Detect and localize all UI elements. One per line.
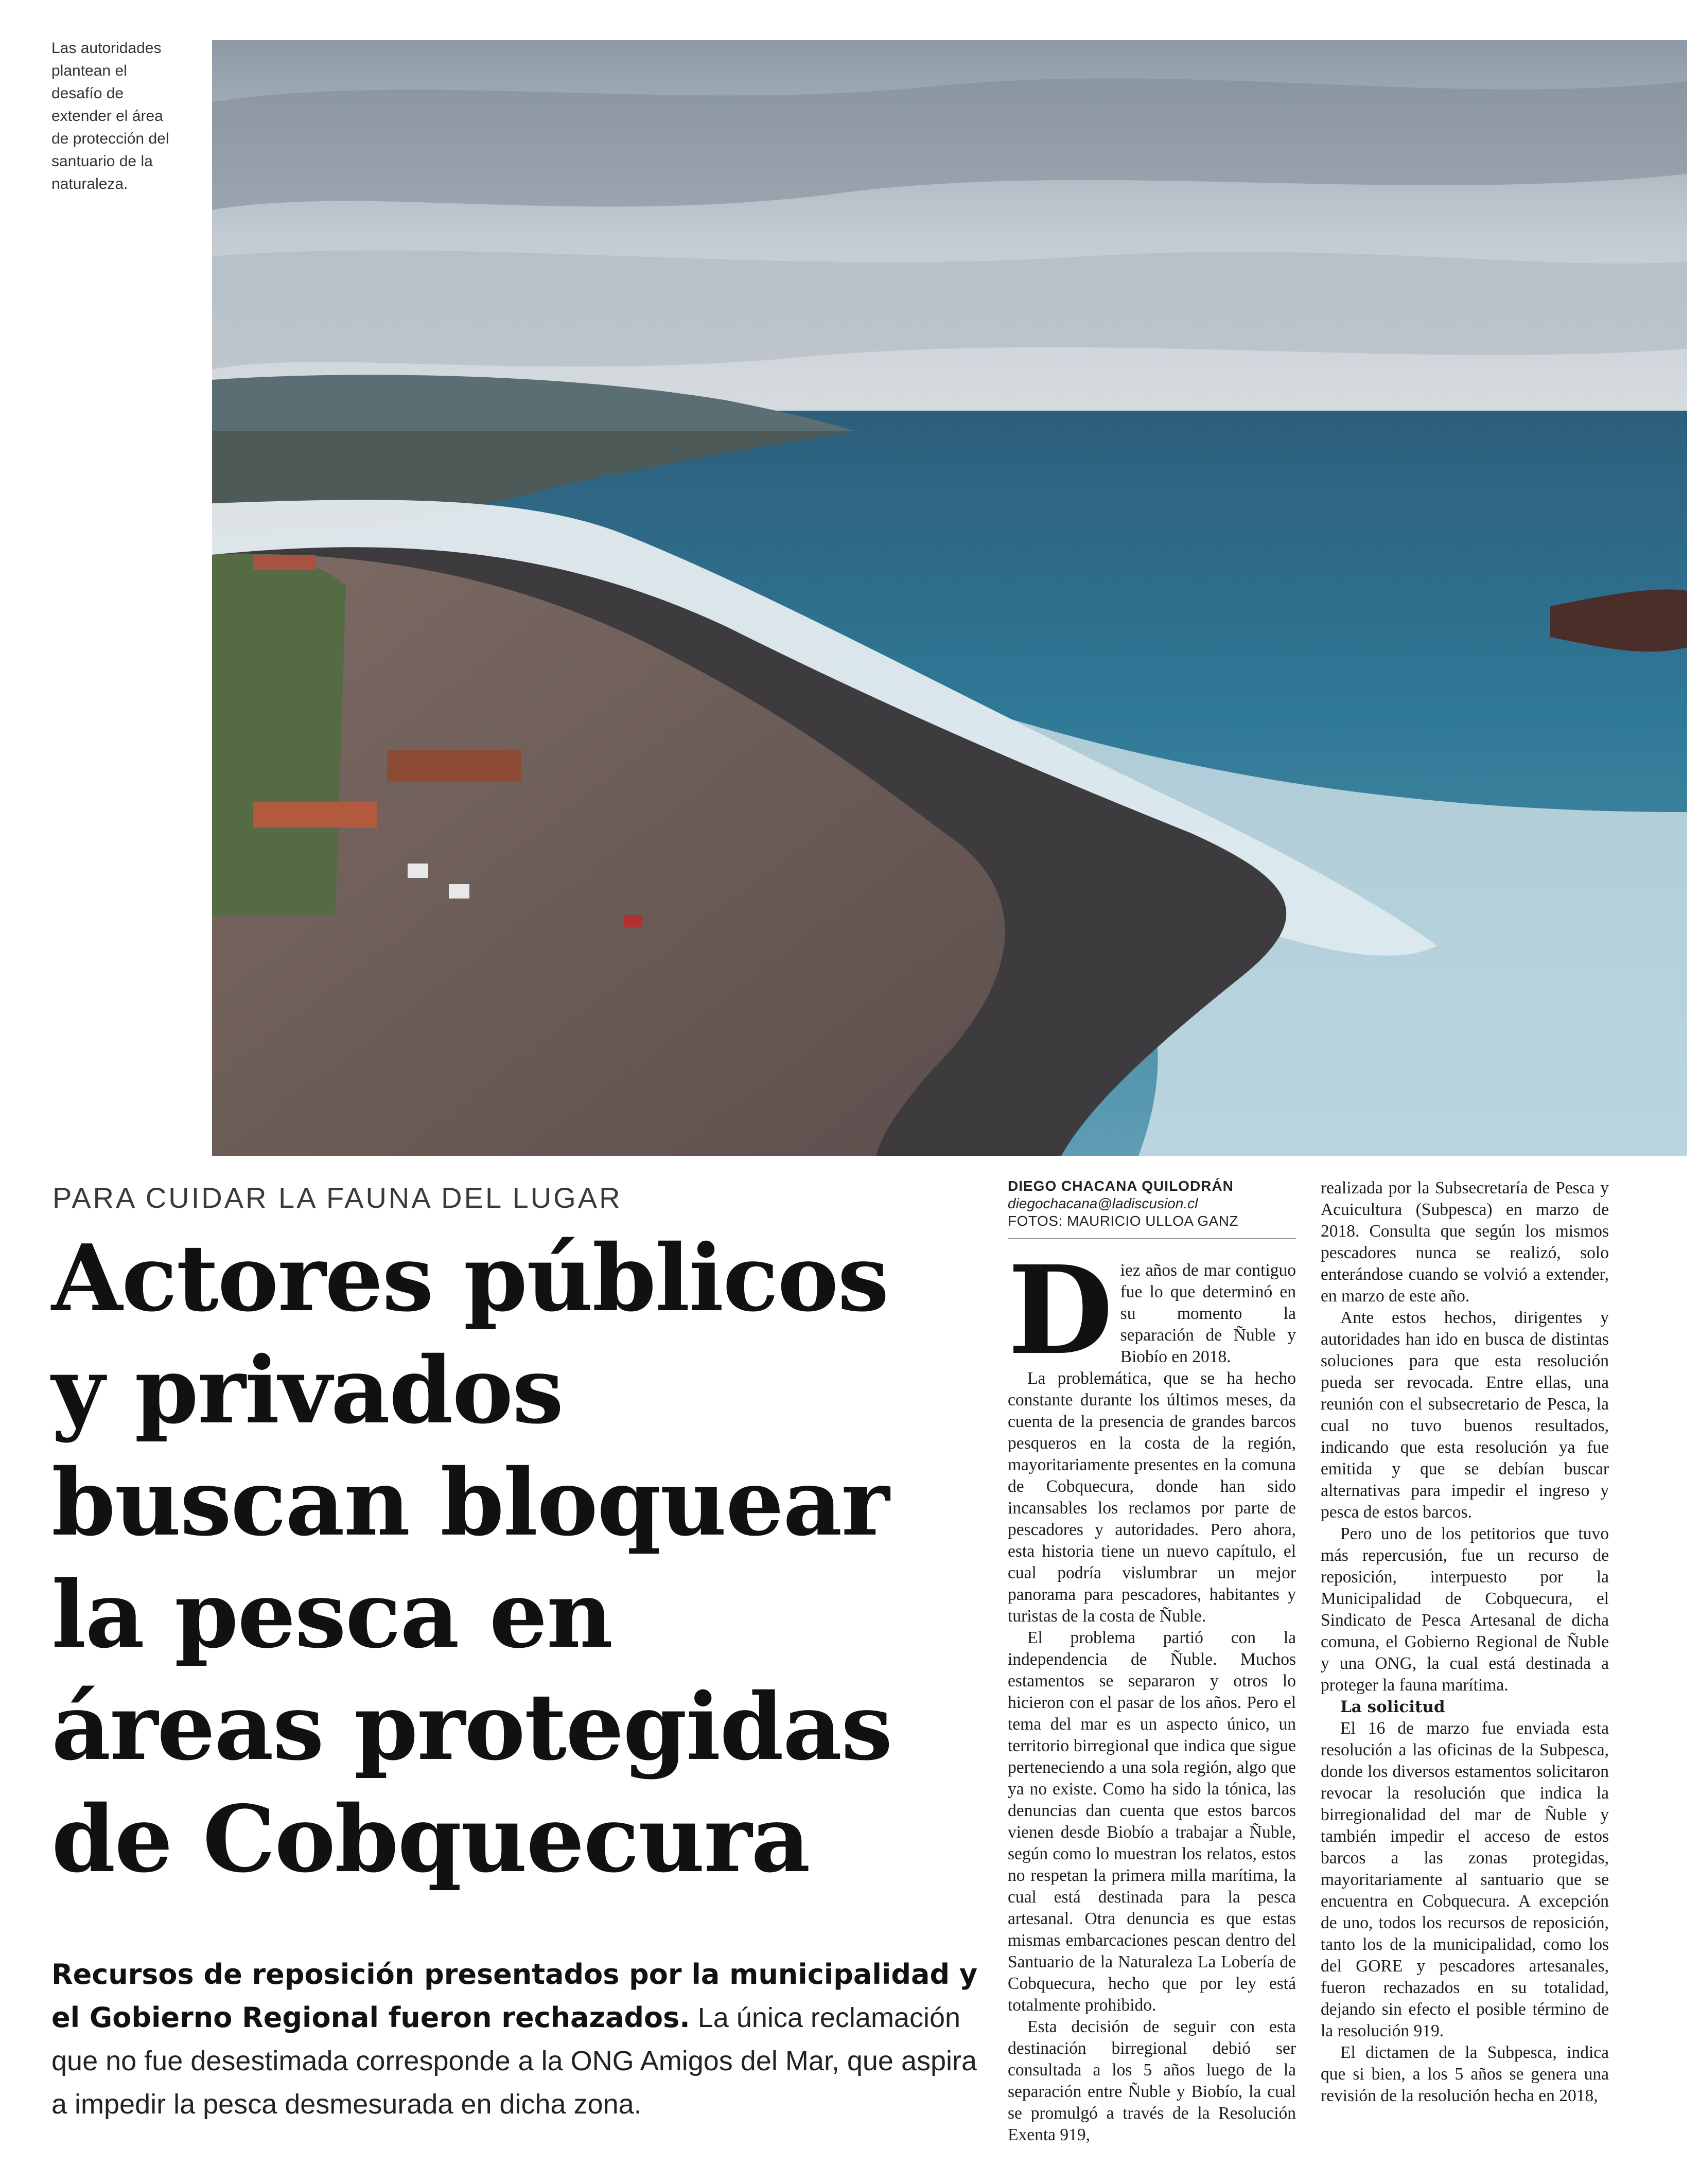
byline-author: DIEGO CHACANA QUILODRÁN (1008, 1178, 1234, 1194)
body-paragraph: El problema partió con la independencia de Ñuble. Muchos estamentos se separaron y otros lo hicieron con el pasar de los años. Pero el tema del mar es un aspecto único, un territorio birregional que indica que sigue perteneciendo a una sola región, algo que ya no existe. Como ha sido la tónica, las denuncias dan cuenta que estos barcos vienen desde Biobío a trabajar a Ñuble, según como lo muestran los relatos, estos no respetan la primera milla marítima, la cual está destinada para la pesca artesanal. Otra denuncia es que estas mismas embarcaciones pescan dentro del Santuario de la Naturaleza La Lobería de Cobquecura, hecho que por ley está totalmente prohibido. (1008, 1628, 1296, 2015)
kicker: PARA CUIDAR LA FAUNA DEL LUGAR (52, 1182, 622, 1214)
summary (51, 1953, 978, 2126)
headline-line: de Cobquecura (51, 1785, 810, 1893)
body-paragraph: Pero uno de los petitorios que tuvo más repercusión, fue un recurso de reposición, interpuesto por la Municipalidad de Cobquecura, el Sindicato de Pesca Artesanal de dicha comuna, el Gobierno Regional de Ñuble y una ONG, la cual está destinada a proteger la fauna marítima. (1321, 1524, 1609, 1695)
aerial-coast-photo (212, 40, 1687, 1156)
summary-bold: Recursos de reposición presentados por la municipalidad y el Gobierno Regional fueron rechazados. (51, 1958, 978, 2034)
body-paragraph: Esta decisión de seguir con esta destinación birregional debió ser consultada a los 5 años luego de la separación entre Ñuble y Biobío, la cual se promulgó a través de la Resolución Exenta 919, (1008, 2017, 1296, 2144)
subhead: La solicitud (1340, 1698, 1445, 1716)
headline (51, 1222, 1009, 1895)
byline-photos: FOTOS: MAURICIO ULLOA GANZ (1008, 1213, 1239, 1229)
dropcap: D (1008, 1239, 1113, 1382)
headline-line: áreas protegidas (51, 1673, 892, 1781)
body-paragraph: El 16 de marzo fue enviada esta resolución a las oficinas de la Subpesca, donde los diversos estamentos solicitaron revocar la resolución que indica la birregionalidad del mar de Ñuble y también impedir el acceso de estos barcos a las zonas protegidas, mayoritariamente al santuario que se encuentra en Cobquecura. A excepción de uno, todos los recursos de reposición, tanto los de la municipalidad, como los del GORE y pescadores artesanales, fueron rechazados en su totalidad, dejando sin efecto el posible término de la resolución 919. (1321, 1719, 1609, 2040)
body-paragraph: La problemática, que se ha hecho constante durante los últimos meses, da cuenta de la presencia de grandes barcos pesqueros en la costa de la región, mayoritariamente presentes en la comuna de Cobquecura, donde han sido incansables los reclamos por parte de pescadores y autoridades. Pero ahora, esta historia tiene un nuevo capítulo, el cual podría vislumbrar un mejor panorama para pescadores, habitantes y turistas de la costa de Ñuble. (1008, 1369, 1296, 1626)
article-column-2 (1321, 1177, 1609, 2107)
body-paragraph: realizada por la Subsecretaría de Pesca y Acuicultura (Subpesca) en marzo de 2018. Consulta que según los mismos pescadores nunca se realizó, solo enterándose cuando se volvió a extender, en marzo de este año. (1321, 1178, 1609, 1306)
body-paragraph: El dictamen de la Subpesca, indica que si bien, a los 5 años se genera una revisión de la resolución hecha en 2018, (1321, 2043, 1609, 2105)
byline (1008, 1177, 1296, 1239)
body-paragraph (1008, 1239, 1296, 1382)
byline-email: diegochacana@ladiscusion.cl (1008, 1195, 1198, 1211)
body-paragraph-text: iez años de mar contiguo fue lo que determinó en su momento la separación de Ñuble y Biobío en 2018. (1120, 1261, 1296, 1366)
headline-line: buscan bloquear (51, 1449, 889, 1556)
headline-line: la pesca en (51, 1561, 612, 1668)
body-paragraph: Ante estos hechos, dirigentes y autoridades han ido en busca de distintas soluciones para que esta resolución pueda ser revocada. Entre ellas, una reunión con el subsecretario de Pesca, la cual no tuvo buenos resultados, indicando que esta resolución ya fue emitida y que se debían buscar alternativas para impedir el ingreso y pesca de estos barcos. (1321, 1308, 1609, 1522)
headline-line: Actores públicos (51, 1224, 888, 1332)
headline-line: y privados (51, 1336, 563, 1444)
article-column-1 (1008, 1239, 1296, 2146)
summary-text: La única reclamación que no fue desestimada corresponde a la ONG Amigos del Mar, que aspira a impedir la pesca desmesurada en dicha zona. (51, 2002, 977, 2120)
photo-caption: Las autoridades plantean el desafío de extender el área de protección del santuario de la naturaleza. (51, 40, 169, 192)
